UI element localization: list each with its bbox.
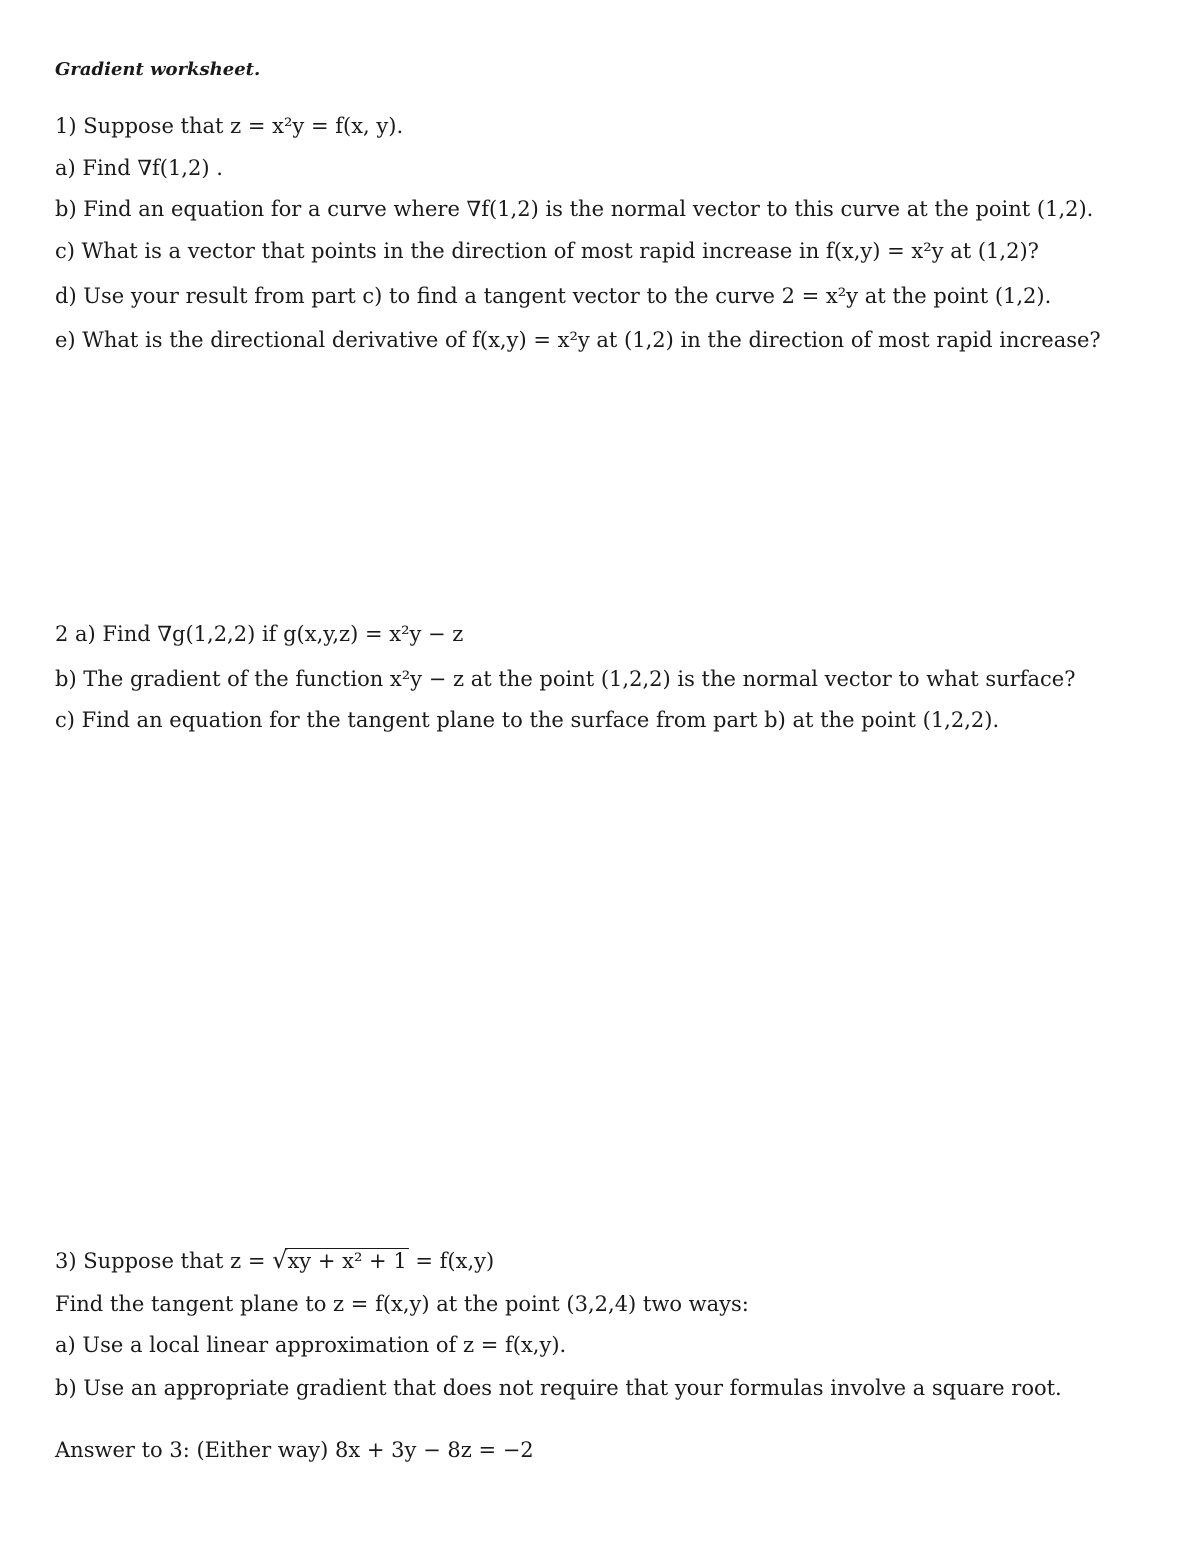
square-root-icon: √ — [272, 1246, 288, 1274]
question-2b: b) The gradient of the function x²y − z at the point (1,2,2) is the normal vector to what surface? — [55, 667, 1076, 691]
question-3-intro-prefix: 3) Suppose that z = — [55, 1249, 266, 1273]
question-1d: d) Use your result from part c) to find a tangent vector to the curve 2 = x²y at the point (1,2). — [55, 284, 1052, 308]
question-1b: b) Find an equation for a curve where ∇f(1,2) is the normal vector to this curve at the point (1,2). — [55, 197, 1094, 221]
question-3-intro — [55, 1246, 494, 1275]
worksheet-title: Gradient worksheet. — [55, 59, 261, 80]
question-3-tangent-plane: Find the tangent plane to z = f(x,y) at the point (3,2,4) two ways: — [55, 1292, 749, 1316]
question-1c: c) What is a vector that points in the direction of most rapid increase in f(x,y) = x²y at (1,2)? — [55, 239, 1039, 263]
question-3a: a) Use a local linear approximation of z = f(x,y). — [55, 1333, 567, 1357]
question-1-intro: 1) Suppose that z = x²y = f(x, y). — [55, 114, 404, 138]
question-1a: a) Find ∇f(1,2) . — [55, 156, 223, 180]
question-3-intro-suffix: = f(x,y) — [415, 1249, 495, 1273]
question-1e: e) What is the directional derivative of f(x,y) = x²y at (1,2) in the direction of most rapid increase? — [55, 328, 1101, 352]
answer-3: Answer to 3: (Either way) 8x + 3y − 8z = −2 — [55, 1438, 534, 1462]
question-3b: b) Use an appropriate gradient that does not require that your formulas involve a square root. — [55, 1376, 1062, 1400]
question-2c: c) Find an equation for the tangent plane to the surface from part b) at the point (1,2,2). — [55, 708, 1000, 732]
question-2a: 2 a) Find ∇g(1,2,2) if g(x,y,z) = x²y − z — [55, 622, 464, 646]
square-root-radicand: xy + x² + 1 — [287, 1249, 407, 1273]
